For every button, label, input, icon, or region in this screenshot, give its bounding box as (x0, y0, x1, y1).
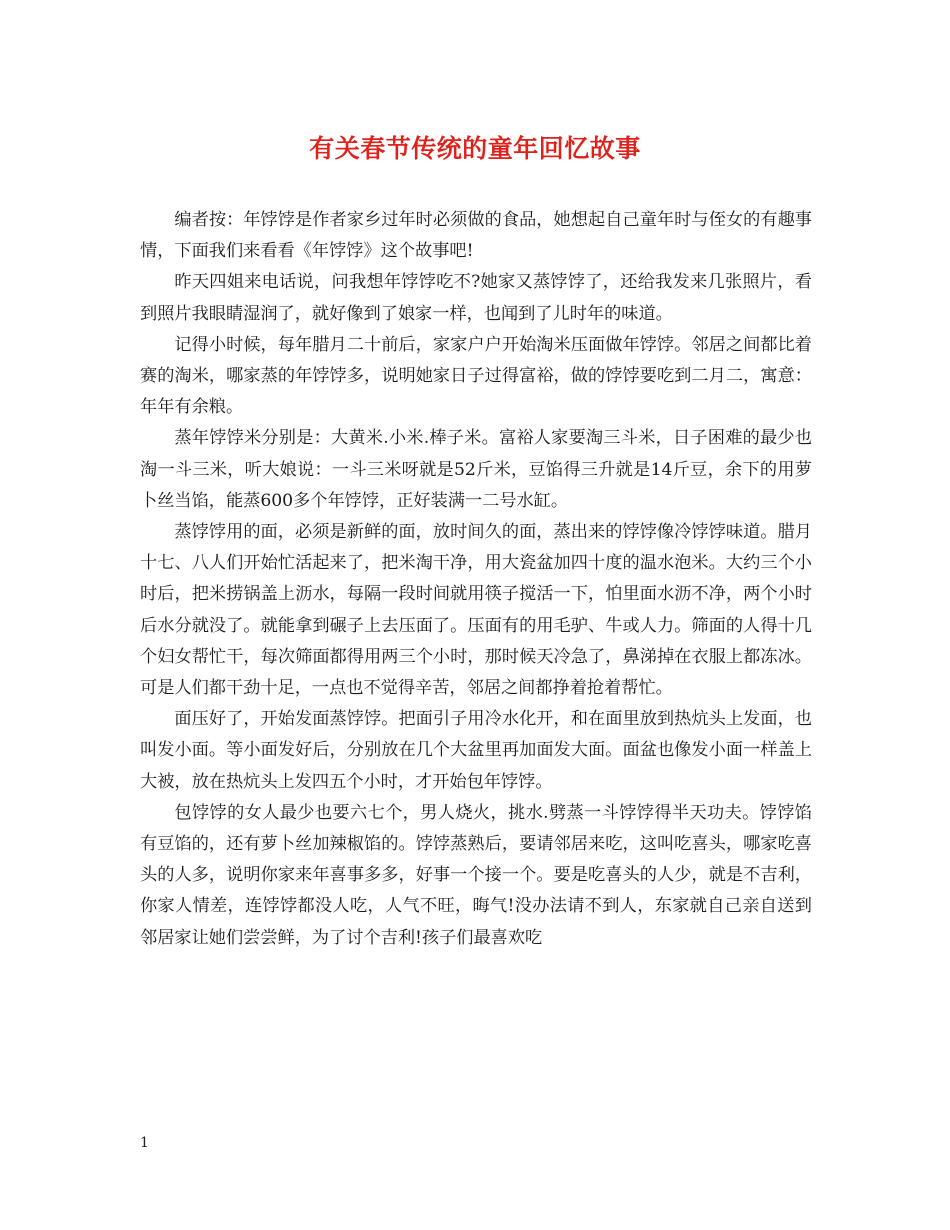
paragraph-dough-rising: 面压好了，开始发面蒸饽饽。把面引子用冷水化开，和在面里放到热炕头上发面，也叫发小面。等小面发好后，分别放在几个大盆里再加面发大面。面盆也像发小面一样盖上大被，放在热炕头上发四五个小时，才开始包年饽饽。 (140, 709, 812, 792)
paragraph-flour-preparation: 蒸饽饽用的面，必须是新鲜的面，放时间久的面，蒸出来的饽饽像冷饽饽味道。腊月十七、八人们开始忙活起来了，把米淘干净，用大瓷盆加四十度的温水泡米。大约三个小时后，把米捞锅盖上沥水，每隔一段时间就用筷子搅活一下，怕里面水沥不净，两个小时后水分就没了。就能拿到碾子上去压面了。压面有的用毛驴、牛或人力。筛面的人得十几个妇女帮忙干，每次筛面都得用两三个小时，那时候天冷急了，鼻涕掉在衣服上都冻冰。可是人们都干劲十足，一点也不觉得辛苦，邻居之间都挣着抢着帮忙。 (140, 522, 812, 699)
document-title: 有关春节传统的童年回忆故事 (309, 134, 641, 163)
paragraph-making-buns: 包饽饽的女人最少也要六七个，男人烧火，挑水.劈蒸一斗饽饽得半天功夫。饽饽馅有豆馅的，还有萝卜丝加辣椒馅的。饽饽蒸熟后，要请邻居来吃，这叫吃喜头，哪家吃喜头的人多，说明你家来年喜事多多，好事一个接一个。要是吃喜头的人少，就是不吉利，你家人情差，连饽饽都没人吃，人气不旺，晦气!没办法请不到人，东家就自己亲自送到邻居家让她们尝尝鲜，为了讨个吉利!孩子们最喜欢吃 (140, 802, 812, 948)
document-body (140, 205, 812, 954)
paragraph-rice-types: 蒸年饽饽米分别是：大黄米.小米.棒子米。富裕人家要淘三斗米，日子困难的最少也淘一斗三米，听大娘说：一斗三米呀就是52斤米，豆馅得三升就是14斤豆，余下的用萝卜丝当馅，能蒸600多个年饽饽，正好装满一二号水缸。 (140, 428, 812, 511)
page-number: 1 (140, 1135, 149, 1151)
paragraph-phone-call: 昨天四姐来电话说，问我想年饽饽吃不?她家又蒸饽饽了，还给我发来几张照片，看到照片我眼睛湿润了，就好像到了娘家一样，也闻到了儿时年的味道。 (140, 272, 812, 324)
paragraph-childhood-memory: 记得小时候，每年腊月二十前后，家家户户开始淘米压面做年饽饽。邻居之间都比着赛的淘米，哪家蒸的年饽饽多，说明她家日子过得富裕，做的饽饽要吃到二月二，寓意：年年有余粮。 (140, 334, 812, 418)
paragraph-editor-note: 编者按：年饽饽是作者家乡过年时必须做的食品，她想起自己童年时与侄女的有趣事情，下面我们来看看《年饽饽》这个故事吧! (140, 210, 812, 262)
